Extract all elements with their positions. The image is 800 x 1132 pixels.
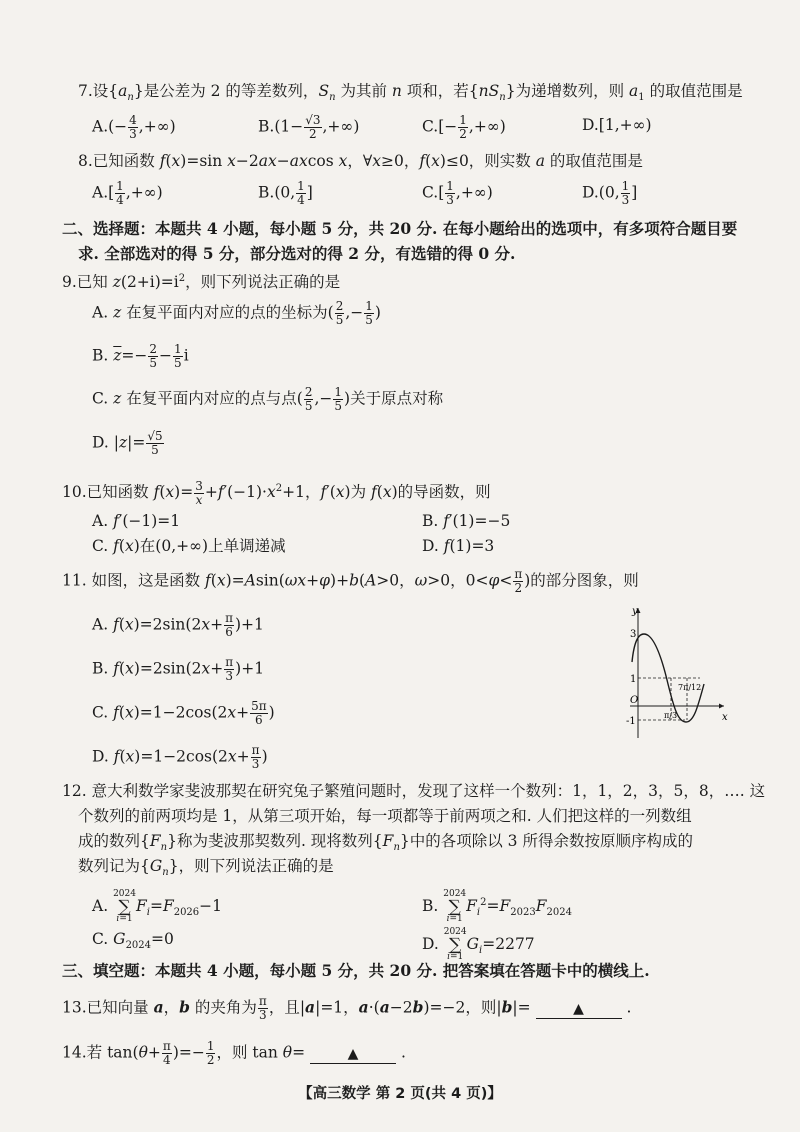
q12-line4: 数列记为$\{G_n\}$，则下列说法正确的是 (78, 857, 334, 879)
y-axis-label: y (632, 606, 638, 617)
q12-line2: 个数列的前两项均是 1，从第三项开始，每一项都等于前两项之和. 人们把这样的一列数组 (78, 807, 692, 825)
q8-option-b: B.(0, $\frac{1}{4}$ ] (258, 179, 313, 207)
q11-stem: 11. 如图，这是函数 f(x)=Asin(ωx+φ)+b(A>0，ω>0，0<φ< $\frac{\pi}{2}$ )的部分图象，则 (62, 567, 639, 595)
q10-option-b: B. f′(1)=−5 (422, 512, 511, 530)
q9-option-b: B. $\overline{z}=-$ $\frac{2}{5}$ − $\frac{1}{5}$ i (92, 342, 189, 370)
q13-answer-blank: ▲ (536, 1000, 622, 1019)
q9-option-d: D. |z|= $\frac{√5}{5}$ (92, 429, 163, 457)
q10-stem: 10.已知函数 f(x)= $\frac{3}{x}$ $+f'(-1)\cdot x^2+1$，f′(x)为 f(x)的导函数，则 (62, 478, 491, 507)
section3-line1: 三、填空题：本题共 4 小题，每小题 5 分，共 20 分. 把答案填在答题卡中的横线上. (62, 961, 650, 980)
origin-label: O (630, 695, 639, 706)
q7-option-c: C.[− $\frac{1}{2}$ ,+∞) (422, 113, 506, 141)
y-tick-1: 1 (630, 674, 637, 685)
q10-option-c: C. f(x)在(0,+∞)上单调递减 (92, 537, 286, 555)
q8-stem: 8.已知函数 f(x)=sin x−2ax−axcos x，∀x≥0，f(x)≤0，则实数 a 的取值范围是 (78, 152, 643, 170)
q11-function-graph (612, 602, 732, 742)
x-tick-7pi-over-12: 7π/12 (678, 683, 702, 692)
x-axis-label: x (722, 712, 728, 723)
q12-option-b: B. 2024 ∑ $i=1F_i^2=F_{2023}F_{2024}$ (422, 889, 572, 924)
x-axis-arrow (719, 704, 724, 709)
q12-option-d: D. 2024 ∑ $i=1G_i=2277$ (422, 927, 535, 962)
page-footer: 【高三数学 第 2 页(共 4 页)】 (298, 1086, 502, 1102)
q8-option-a: A.[ $\frac{1}{4}$ ,+∞) (92, 179, 163, 207)
q7-option-a: A.(− $\frac{4}{3}$ ,+∞) (92, 113, 176, 141)
q11-option-c: C. f(x)=1−2cos(2x+ $\frac{5\pi}{6}$ ) (92, 699, 275, 727)
q10-option-a: A. f′(−1)=1 (92, 512, 181, 530)
q9-option-c: C. z 在复平面内对应的点与点( $\frac{2}{5}$ ,− $\frac{1}{5}$ )关于原点对称 (92, 385, 444, 413)
q14-answer-blank: ▲ (310, 1045, 396, 1064)
q12-option-a: A. 2024 ∑ $i=1F_i=F_{2026}-1$ (92, 889, 223, 924)
q12-line3: 成的数列$\{F_n\}$称为斐波那契数列. 现将数列$\{F_n\}$中的各项除以 3 所得余数按原顺序构成的 (78, 832, 693, 854)
y-tick-3: 3 (630, 629, 637, 640)
q9-option-a: A. z 在复平面内对应的点的坐标为( $\frac{2}{5}$ ,− $\frac{1}{5}$ ) (92, 299, 381, 327)
y-tick-minus1: -1 (626, 716, 636, 727)
q13-stem: 13.已知向量 a，b 的夹角为 $\frac{\pi}{3}$ ，且|a|=1，a·(a−2b)=−2，则|b|= ▲ . (62, 994, 632, 1022)
q12-option-c: C. $G_{2024}=0$ (92, 930, 174, 952)
q10-option-d: D. f(1)=3 (422, 537, 495, 555)
section2-line1: 二、选择题：本题共 4 小题，每小题 5 分，共 20 分. 在每小题给出的选项中，有多项符合题目要 (62, 219, 738, 238)
x-tick-pi-over-3: π/3 (664, 711, 678, 720)
q14-stem: 14.若 tan(θ+ $\frac{\pi}{4}$ )=− $\frac{1}{2}$ ，则 tan θ= ▲ . (62, 1039, 406, 1067)
q11-option-d: D. f(x)=1−2cos(2x+ $\frac{\pi}{3}$ ) (92, 743, 268, 771)
q8-option-c: C.[ $\frac{1}{3}$ ,+∞) (422, 179, 493, 207)
q7-stem: 7.设$\{a_n\}$是公差为 2 的等差数列，$S_n$ 为其前 n 项和，若$\{nS_n\}$为递增数列，则 $a_1$ 的取值范围是 (78, 82, 743, 104)
section2-line2: 求. 全部选对的得 5 分，部分选对的得 2 分，有选错的得 0 分. (78, 244, 516, 263)
q9-stem: 9.已知 $z(2+i)=i^2$，则下列说法正确的是 (62, 273, 341, 292)
q11-option-a: A. f(x)=2sin(2x+ $\frac{\pi}{6}$ )+1 (92, 611, 264, 639)
q7-option-d: D.[1,+∞) (582, 116, 652, 134)
q7-option-b: B.(1− $\frac{√3}{2}$ ,+∞) (258, 113, 360, 141)
q12-line1: 12. 意大利数学家斐波那契在研究兔子繁殖问题时，发现了这样一个数列：1，1，2，3，5，8，…. 这 (62, 782, 766, 800)
q11-option-b: B. f(x)=2sin(2x+ $\frac{\pi}{3}$ )+1 (92, 655, 265, 683)
q8-option-d: D.(0, $\frac{1}{3}$ ] (582, 179, 638, 207)
